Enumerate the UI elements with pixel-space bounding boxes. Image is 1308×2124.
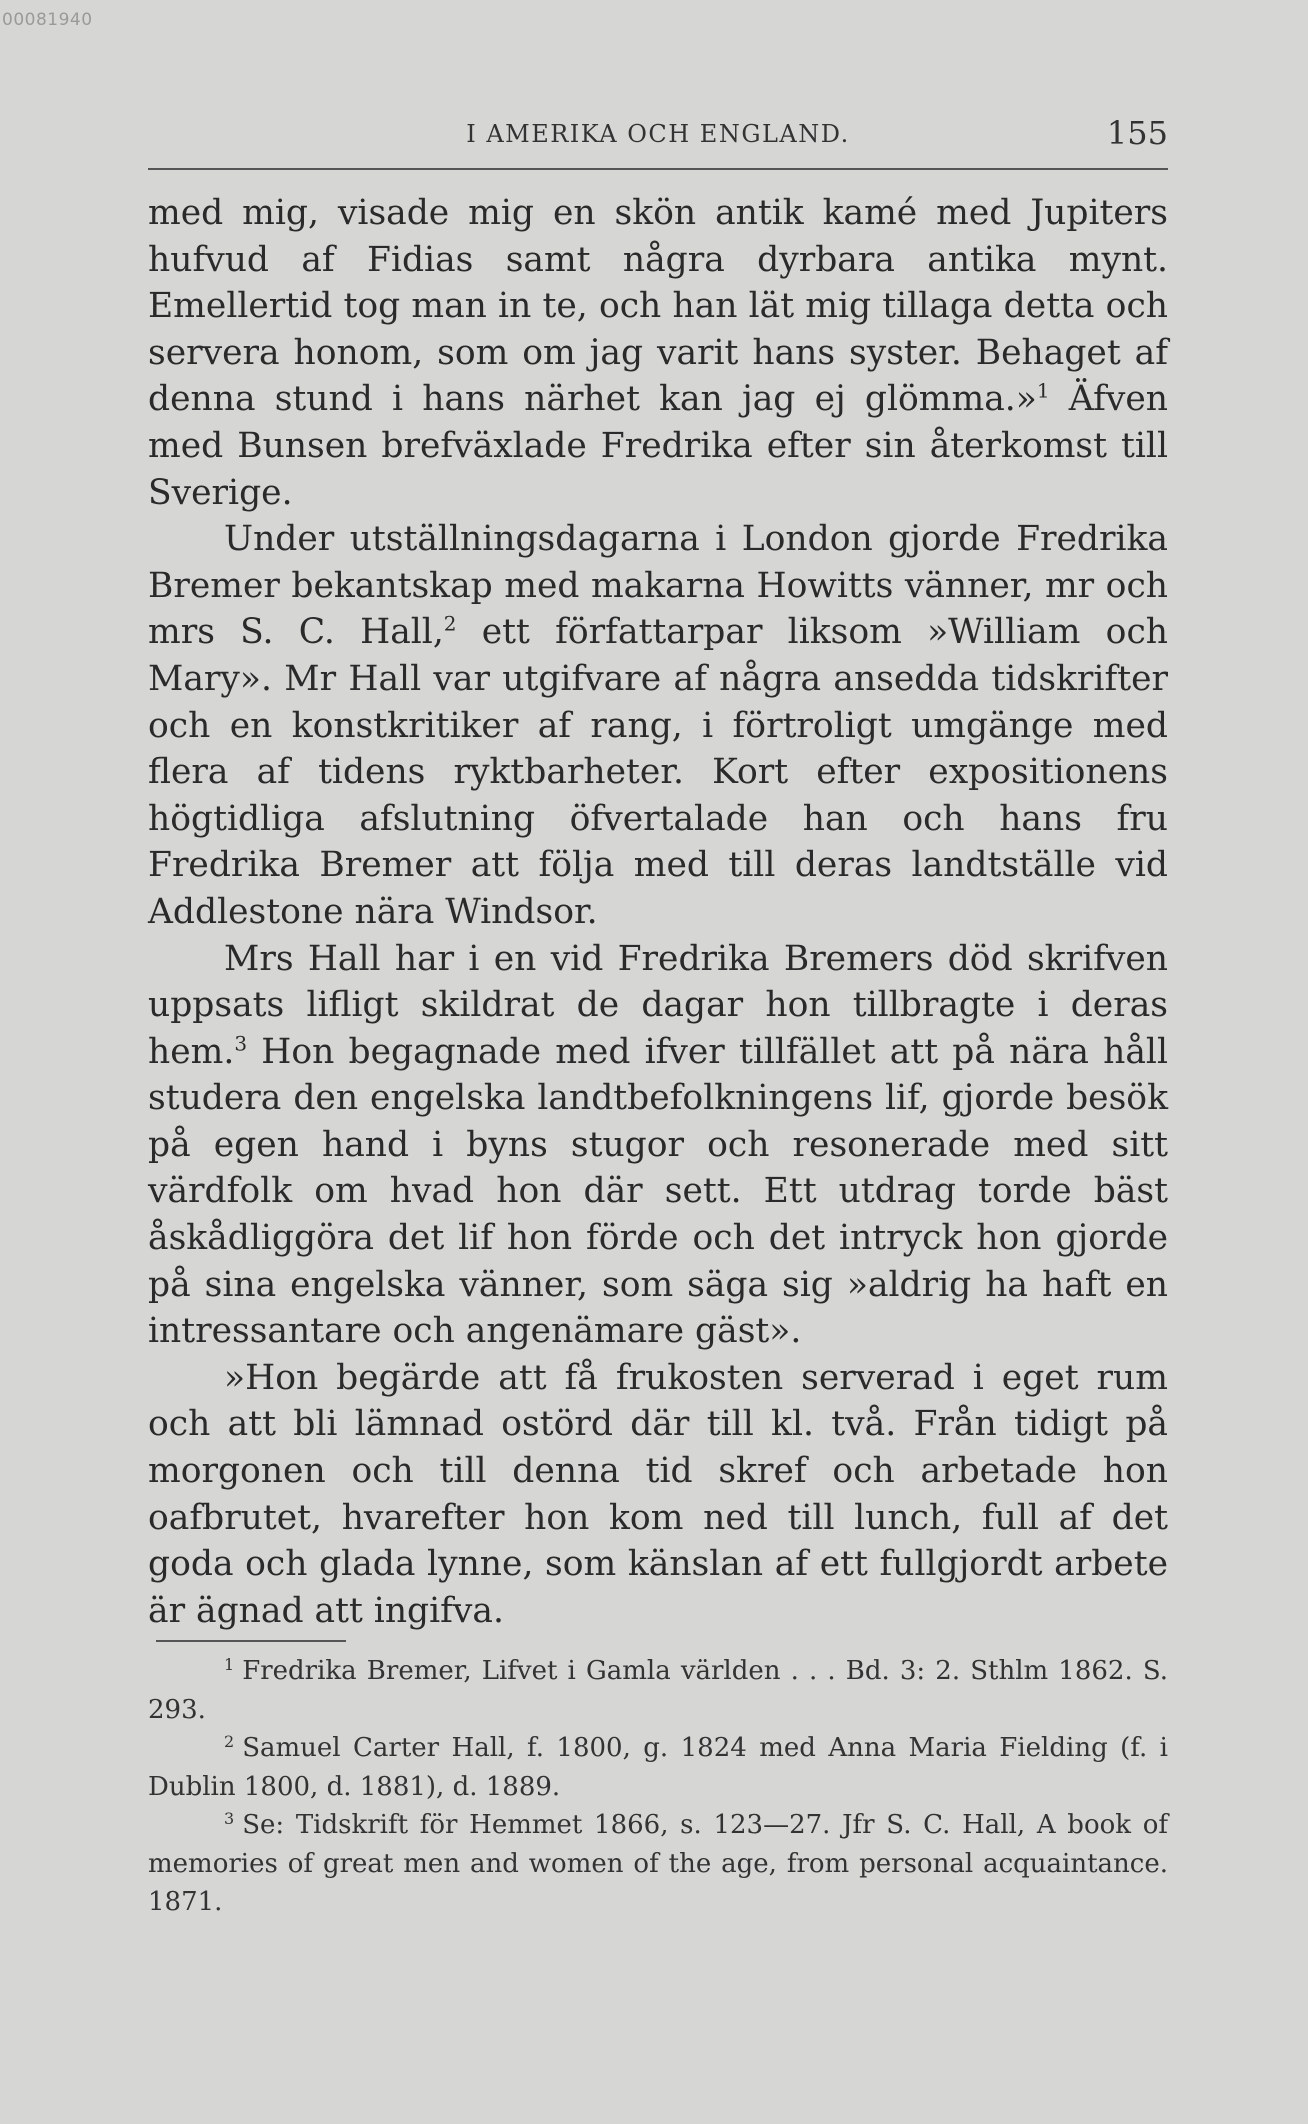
paragraph-text: »Hon begärde att få frukosten serverad i eget rum och att bli lämnad ostörd där till kl. två. Från tidigt på morgonen och till denna tid skref och arbetade hon oafbrutet, hvarefter hon kom ned till lunch, full af det goda och glada lynne, som känslan af ett fullgjordt arbete är ägnad att ingifva. <box>148 1357 1168 1631</box>
paragraph-text: Hon begagnade med ifver tillfället att på nära håll studera den engelska landtbefolkningens lif, gjorde besök på egen hand i byns stugor och resonerade med sitt värdfolk om hvad hon där sett. Ett utdrag torde bäst åskådliggöra det lif hon förde och det intryck hon gjorde på sina engelska vänner, som säga sig »aldrig ha haft en intressantare och angenämare gäst». <box>148 1031 1168 1352</box>
footnote <box>148 1729 1168 1806</box>
footnote-divider <box>156 1640 346 1642</box>
page-number: 155 <box>1106 114 1168 152</box>
footnote-reference: 2 <box>443 611 457 636</box>
footnote-marker: 1 <box>224 1654 235 1674</box>
paragraph <box>148 190 1168 516</box>
scan-id-label: 00081940 <box>2 10 93 30</box>
running-header <box>148 112 1168 170</box>
footnote <box>148 1806 1168 1922</box>
paragraph <box>148 516 1168 935</box>
footnote-text: Samuel Carter Hall, f. 1800, g. 1824 med Anna Maria Fielding (f. i Dublin 1800, d. 1881), d. 1889. <box>148 1733 1168 1802</box>
paragraph-text: Under utställningsdagarna i London gjorde Fredrika Bremer bekantskap med makarna Howitts vänner, mr och mrs S. C. Hall, <box>148 519 1168 653</box>
paragraph <box>148 1355 1168 1635</box>
footnote-marker: 2 <box>224 1731 235 1751</box>
footnote-marker: 3 <box>224 1808 235 1828</box>
paragraph-text: Mrs Hall har i en vid Fredrika Bremers död skrifven uppsats lifligt skildrat de dagar hon tillbragte i deras hem. <box>148 938 1168 1072</box>
running-title: I AMERIKA OCH ENGLAND. <box>466 120 850 148</box>
footnote-reference: 3 <box>234 1031 248 1056</box>
paragraph-text: Äfven med Bunsen brefväxlade Fredrika efter sin återkomst till Sverige. <box>148 379 1168 513</box>
paragraph-text: ett författarpar liksom »William och Mary». Mr Hall var utgifvare af några ansedda tidskrifter och en konstkritiker af rang, i förtroligt umgänge med flera af tidens ryktbarheter. Kort efter expositionens högtidliga afslutning öfvertalade han och hans fru Fredrika Bremer att följa med till deras landtställe vid Addlestone nära Windsor. <box>148 612 1168 932</box>
footnote-reference: 1 <box>1036 378 1050 403</box>
body-text <box>148 190 1168 1634</box>
paragraph <box>148 936 1168 1355</box>
footnotes <box>148 1652 1168 1922</box>
book-page <box>148 112 1168 1922</box>
footnote <box>148 1652 1168 1729</box>
footnote-text: Se: Tidskrift för Hemmet 1866, s. 123—27. Jfr S. C. Hall, A book of memories of great men and women of the age, from personal acquaintance. 1871. <box>148 1810 1168 1918</box>
footnote-text: Fredrika Bremer, Lifvet i Gamla världen . . . Bd. 3: 2. Sthlm 1862. S. 293. <box>148 1656 1168 1725</box>
paragraph-text: med mig, visade mig en skön antik kamé med Jupiters hufvud af Fidias samt några dyrbara antika mynt. Emellertid tog man in te, och han lät mig tillaga detta och servera honom, som om jag varit hans syster. Behaget af denna stund i hans närhet kan jag ej glömma.» <box>148 193 1168 420</box>
